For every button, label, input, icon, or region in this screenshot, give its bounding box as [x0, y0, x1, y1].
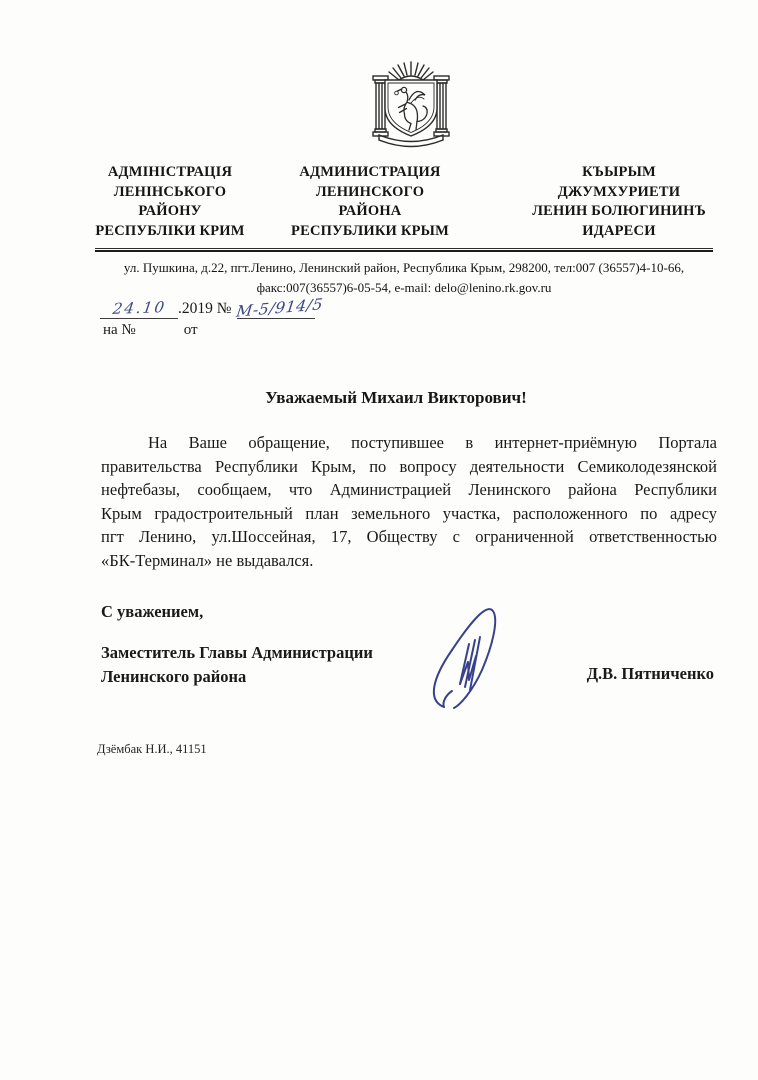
- org-name-line: АДМІНІСТРАЦІЯ: [107, 164, 233, 180]
- org-name-line: РАЙОНА: [338, 203, 402, 219]
- salutation: Уважаемый Михаил Викторович!: [265, 388, 527, 407]
- address-line-2: факс:007(36557)6-05-54, e-mail: delo@lenino.rk.gov.ru: [256, 280, 552, 295]
- org-name-line: АДМИНИСТРАЦИЯ: [299, 164, 441, 180]
- handwritten-number: М-5/914/5: [234, 295, 324, 321]
- body-line: правительства Республики Крым, по вопросу деятельности Семиколодезянской: [101, 456, 717, 476]
- outgoing-number-slot: [234, 295, 324, 321]
- handwritten-date: 24.10: [111, 298, 167, 318]
- org-name-crimean-tatar: [518, 163, 720, 241]
- org-name-line: РЕСПУБЛИКИ КРЫМ: [291, 222, 449, 239]
- org-name-russian: [280, 163, 460, 241]
- reply-to-label: на №: [103, 322, 136, 338]
- letterhead-address: [95, 258, 713, 298]
- org-name-ukrainian: [80, 163, 260, 241]
- org-name-line: ДЖУМХУРИЕТИ: [557, 183, 681, 200]
- crimea-coat-of-arms-icon: [371, 60, 451, 150]
- body-line: Крым градостроительный план земельного участка, расположенного по адресу: [101, 503, 717, 523]
- org-name-line: ИДАРЕСИ: [582, 222, 656, 239]
- org-name-line: КЪЫРЫМ: [582, 164, 656, 180]
- org-name-line: ЛЕНІНСЬКОГО: [113, 183, 227, 200]
- letterhead-divider: [95, 248, 713, 252]
- body-line: «БК-Терминал» не выдавался.: [101, 550, 314, 570]
- address-line-1: ул. Пушкина, д.22, пгт.Ленино, Ленинский район, Республика Крым, 298200, тел:007 (36557)4-10-66,: [123, 260, 685, 275]
- reference-line: [100, 295, 324, 321]
- handwritten-signature: [422, 592, 504, 712]
- reply-reference-line: [103, 322, 198, 339]
- letter-body: [101, 431, 717, 573]
- year-and-number-label: .2019 №: [178, 300, 232, 317]
- signer-title-line-2: Ленинского района: [101, 666, 247, 686]
- executor-note: Дзёмбак Н.И., 41151: [97, 742, 207, 756]
- body-line: пгт Ленино, ул.Шоссейная, 17, Обществу с ограниченной ответственностью: [101, 527, 717, 547]
- org-name-line: ЛЕНИНСКОГО: [315, 183, 425, 200]
- signer-title: [101, 641, 373, 688]
- body-line: нефтебазы, сообщаем, что Администрацией Ленинского района Республики: [101, 480, 717, 500]
- closing-phrase: С уважением,: [101, 602, 204, 621]
- signer-name: Д.В. Пятниченко: [586, 664, 714, 683]
- body-line: На Ваше обращение, поступившее в интернет-приёмную Портала: [148, 433, 717, 452]
- org-name-line: ЛЕНИН БОЛЮГИНИНЪ: [532, 203, 706, 219]
- from-label: от: [183, 322, 198, 338]
- signer-title-line-1: Заместитель Главы Администрации: [101, 643, 373, 662]
- org-name-line: РЕСПУБЛІКИ КРИМ: [95, 222, 245, 239]
- org-name-line: РАЙОНУ: [138, 203, 202, 219]
- outgoing-date-slot: [100, 299, 178, 319]
